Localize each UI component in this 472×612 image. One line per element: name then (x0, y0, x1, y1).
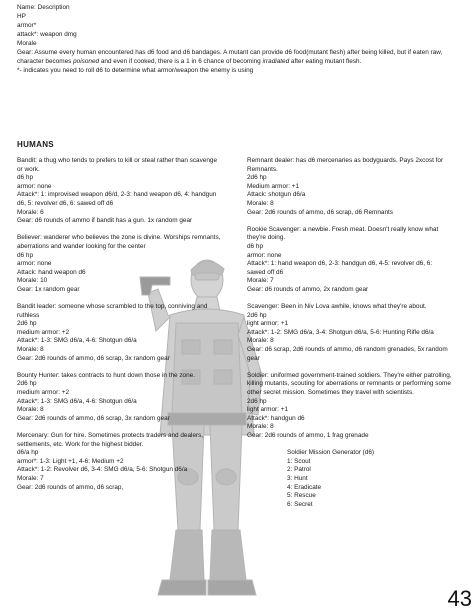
enemy-entry-remnant-dealer (247, 157, 452, 217)
entry-line: Attack*: 1: improvised weapon d6/d, 2-3: hand weapon d6, 4: handgun d6, 5: revolver d6, 6: sawed off d6 (17, 191, 217, 207)
entry-line: Attack*: 1-2: SMG d6/a, 3-4: Shotgun d6/a, 5-6: Hunting Rifle d6/a (247, 328, 434, 336)
gear-rule-poisoned: poisoned (73, 58, 100, 65)
entry-line: Morale: 8 (247, 337, 274, 345)
entry-line: Remnant dealer: has d6 mercenaries as bodyguards. Pays 2xcost for Remnants. (247, 157, 444, 173)
entry-line: Morale: 7 (247, 277, 274, 285)
entry-line: Gear: 2d6 rounds of ammo, d6 scrap, 3x random gear (17, 414, 170, 422)
enemy-entry-bandit (17, 157, 222, 226)
entry-line: Gear: 2d6 rounds of ammo, d6 scrap, 3x random gear (17, 354, 170, 362)
generator-item: 1: Scout (287, 457, 311, 465)
entry-line: d6 hp (17, 174, 33, 182)
intro-line: armor* (17, 22, 37, 29)
entry-line: Attack*: 1-2: Revolver d6, 3-4: SMG d6/a, 5-6: Shotgun d6/a (17, 466, 188, 474)
entry-line: Morale: 7 (17, 474, 44, 482)
entry-line: 2d6 hp (247, 174, 267, 182)
entry-line: d6 hp (17, 251, 33, 259)
generator-item: 5: Rescue (287, 492, 316, 500)
entry-line: 2d6 hp (17, 320, 37, 328)
left-column (17, 157, 222, 501)
entry-line: medium armor: +2 (17, 389, 70, 397)
intro-line: HP (17, 13, 26, 20)
intro-line: attack*: weapon dmg (17, 31, 77, 38)
entry-line: light armor: +1 (247, 320, 289, 328)
entry-line: Attack: hand weapon d6 (17, 268, 86, 276)
entry-line: Morale: 6 (17, 208, 44, 216)
gear-rule-text: after eating mutant flesh. (289, 58, 362, 65)
entry-line: Gear: 2d6 rounds of ammo, d6 scrap, (17, 483, 124, 491)
generator-item: 3: Hunt (287, 474, 308, 482)
enemy-entry-believer (17, 234, 222, 294)
enemy-entry-mercenary (17, 432, 222, 492)
entry-line: Scavenger: Been in Niv Lova awhile, knows what they're about. (247, 303, 427, 311)
entry-line: Morale: 10 (17, 277, 48, 285)
enemy-entry-soldier (247, 372, 452, 441)
gear-rule-text: and even if cooked, there is a 1 in 6 chance of becoming (99, 58, 263, 65)
entry-line: d6 hp (247, 242, 263, 250)
entry-line: Attack*: 1: hand weapon d6, 2-3: handgun d6, 4-5: revolver d6, 6: sawed off d6 (247, 260, 433, 276)
entry-line: Soldier: uniformed government-trained soldiers. They're either patrolling, killing mutants, scouting for aberrations or remnants or performing some other secret mission. Sometimes they travel with scientists. (247, 371, 452, 397)
entry-line: Morale: 8 (17, 406, 44, 414)
gear-rule-paragraph (17, 48, 457, 66)
entry-line: Morale: 8 (247, 423, 274, 431)
entry-line: 2d6 hp (17, 380, 37, 388)
entry-line: 2d6 hp (247, 311, 267, 319)
entry-line: Bounty Hunter: takes contracts to hunt down those in the zone. (17, 371, 195, 379)
entry-line: Attack: shotgun d6/a (247, 191, 306, 199)
enemy-entry-bounty-hunter (17, 372, 222, 424)
entry-line: Mercenary: Gun for hire. Sometimes protects traders and dealers, settlements, etc. Work for the highest bidder. (17, 432, 204, 448)
entry-line: Gear: d6 scrap, 2d6 rounds of ammo, d6 random grenades, 5x random gear (247, 346, 448, 362)
enemy-entry-rookie-scavenger (247, 226, 452, 295)
entry-line: Attack*: handgun d6 (247, 414, 305, 422)
entry-line: armor: none (247, 251, 282, 259)
right-column (247, 157, 452, 509)
generator-item: 6: Secret (287, 500, 313, 508)
entry-line: Morale: 8 (247, 199, 274, 207)
page-number: 43 (447, 586, 472, 611)
intro-line: Name: Description (17, 4, 70, 11)
entry-line: d6/a hp (17, 449, 39, 457)
entry-line: Believer: wanderer who believes the zone is divine. Worships remnants, aberrations and wander looking for the center (17, 234, 221, 250)
entry-line: Attack*: 1-3: SMG d6/a, 4-6: Shotgun d6/a (17, 337, 137, 345)
enemy-entry-scavenger (247, 303, 452, 363)
gear-rule-text: Gear: Assume every human encountered has d6 food and d6 bandages. A mutant can provide d6 food(mutant flesh) after being killed, but if eaten raw, character becomes (17, 49, 443, 65)
soldier-mission-generator (287, 449, 452, 509)
entry-line: armor: none (17, 182, 52, 190)
entry-line: light armor: +1 (247, 406, 289, 414)
generator-item: 2: Patrol (287, 466, 311, 474)
entry-line: armor: none (17, 260, 52, 268)
entry-line: Bandit: a thug who tends to prefers to kill or steal rather than scavenge or work. (17, 157, 218, 173)
roll-note: *- indicates you need to roll d6 to determine what armor/weapon the enemy is using (17, 67, 254, 74)
generator-title: Soldier Mission Generator (d6) (287, 449, 375, 457)
entry-line: 2d6 hp (247, 397, 267, 405)
gear-rule-irradiated: irradiated (262, 58, 290, 65)
entry-line: Morale: 8 (17, 346, 44, 354)
entry-line: Gear: d6 rounds of ammo, 2x random gear (247, 285, 369, 293)
enemy-entry-bandit-leader (17, 303, 222, 363)
entry-line: Gear: 2d6 rounds of ammo, d6 scrap, d6 Remnants (247, 208, 393, 216)
intro-block (17, 3, 457, 75)
intro-line: Morale (17, 40, 37, 47)
entry-line: armor*: 1-3: Light +1, 4-6: Medium +2 (17, 457, 124, 465)
entry-line: medium armor: +2 (17, 328, 70, 336)
entry-line: Gear: d6 rounds of ammo if bandit has a gun. 1x random gear (17, 217, 193, 225)
generator-item: 4: Eradicate (287, 483, 322, 491)
entry-line: Medium armor: +1 (247, 182, 300, 190)
entry-line: Gear: 2d6 rounds of ammo, 1 frag grenade (247, 432, 369, 439)
entry-line: Gear: 1x random gear (17, 285, 80, 293)
entry-line: Attack*: 1-3: SMG d6/a, 4-6: Shotgun d6/a (17, 397, 137, 405)
entry-line: Bandit leader: someone whose scrambled to the top, conniving and ruthless (17, 303, 208, 319)
entry-line: Rookie Scavenger: a newbie. Fresh meat. Doesn't really know what they're doing. (247, 225, 439, 242)
section-title-humans: HUMANS (17, 140, 54, 149)
